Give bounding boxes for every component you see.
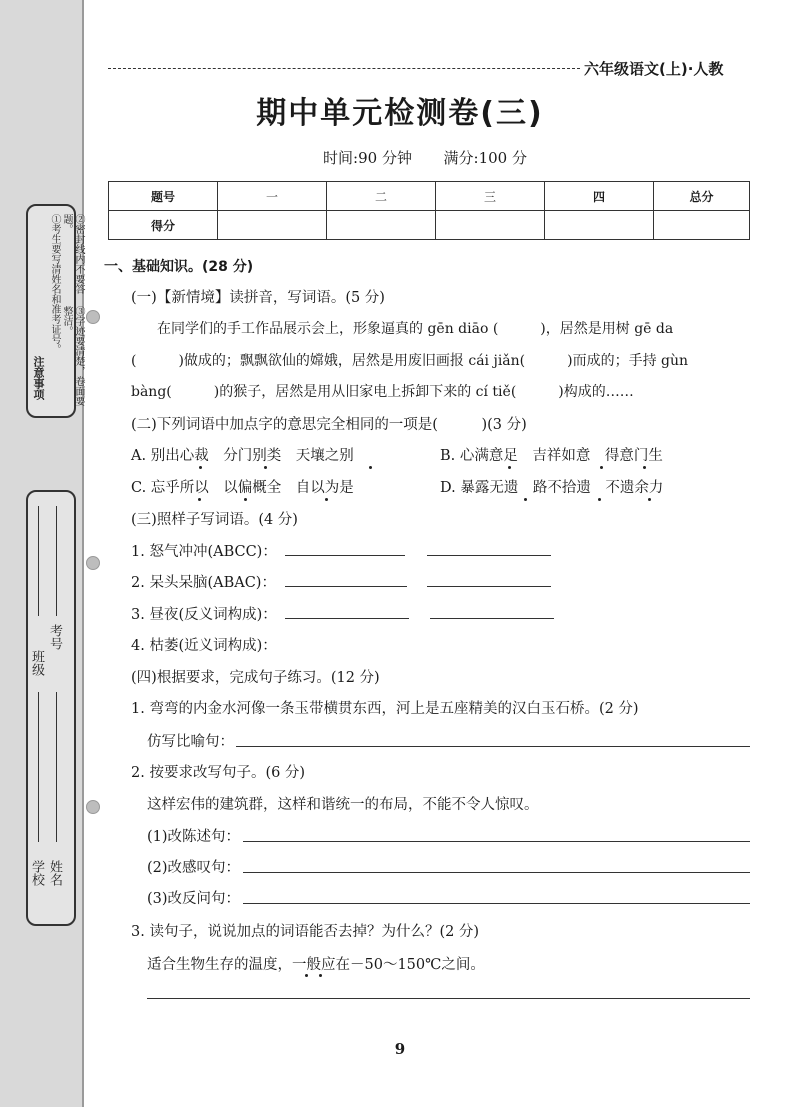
answer-blank[interactable] xyxy=(430,618,554,619)
answer-label: (1)改陈述句： xyxy=(147,829,241,845)
notice-item: ③字迹要清楚，卷面要整洁。 xyxy=(61,306,84,406)
choice-option[interactable]: B. 心满意足 吉祥如意 得意门生 xyxy=(440,448,663,464)
choice-option[interactable]: C. 忘乎所以 以偏概全 自以为是 xyxy=(131,480,354,496)
binding-hole xyxy=(86,310,100,324)
field-school-label: 学校 xyxy=(29,860,44,886)
time-limit: 时间:90 分钟 xyxy=(323,149,412,167)
binding-hole xyxy=(86,800,100,814)
word-item: 1. 怒气冲冲(ABCC)： xyxy=(131,544,277,560)
pinyin-line: ( )做成的；飘飘欲仙的嫦娥，居然是用废旧画报 cái jiǎn( )而成的；手持 gùn xyxy=(131,353,689,369)
page-number: 9 xyxy=(394,1040,406,1058)
sentence-prompt: 1. 弯弯的内金水河像一条玉带横贯东西，河上是五座精美的汉白玉石桥。(2 分) xyxy=(131,701,639,717)
score-cell[interactable] xyxy=(218,211,327,240)
field-name-label: 姓名 xyxy=(47,860,62,886)
score-header-cell: 四 xyxy=(545,182,654,211)
answer-blank[interactable] xyxy=(285,618,409,619)
answer-blank[interactable] xyxy=(285,555,405,556)
question-title: (二)下列词语中加点字的意思完全相同的一项是( )(3 分) xyxy=(131,417,527,433)
notice-title: 注意事项 xyxy=(32,356,45,400)
sentence-text: 适合生物生存的温度，一般应在－50～150℃之间。 xyxy=(147,957,485,973)
score-header-cell: 一 xyxy=(218,182,327,211)
answer-line[interactable] xyxy=(236,746,750,747)
word-item: 2. 呆头呆脑(ABAC)： xyxy=(131,575,276,591)
score-row xyxy=(109,211,750,240)
score-cell[interactable] xyxy=(327,211,436,240)
field-class-label: 班级 xyxy=(29,650,44,676)
score-cell[interactable] xyxy=(545,211,654,240)
score-header-cell: 总分 xyxy=(654,182,750,211)
score-cell[interactable] xyxy=(436,211,545,240)
question-title: (一)【新情境】读拼音，写词语。(5 分) xyxy=(131,290,385,306)
field-id-label: 考号 xyxy=(47,624,62,650)
score-header-cell: 二 xyxy=(327,182,436,211)
binding-hole xyxy=(86,556,100,570)
question-title: (三)照样子写词语。(4 分) xyxy=(131,512,298,528)
field-class-line[interactable] xyxy=(38,692,39,842)
sentence-prompt: 2. 按要求改写句子。(6 分) xyxy=(131,765,306,781)
question-title: (四)根据要求，完成句子练习。(12 分) xyxy=(131,670,380,686)
answer-line[interactable] xyxy=(243,872,750,873)
answer-line[interactable] xyxy=(243,841,750,842)
pinyin-line: bàng( )的猴子，居然是用从旧家电上拆卸下来的 cí tiě( )构成的…… xyxy=(131,384,634,400)
answer-line[interactable] xyxy=(147,998,750,999)
header-dashed-rule xyxy=(108,68,580,69)
score-table xyxy=(108,181,750,240)
score-header-cell: 三 xyxy=(436,182,545,211)
score-header-row xyxy=(109,182,750,211)
sentence-text: 这样宏伟的建筑群，这样和谐统一的布局，不能不令人惊叹。 xyxy=(147,797,539,813)
score-cell[interactable] xyxy=(654,211,750,240)
exam-meta xyxy=(0,147,800,168)
answer-blank[interactable] xyxy=(427,586,551,587)
answer-blank[interactable] xyxy=(285,586,407,587)
sentence-prompt: 3. 读句子，说说加点的词语能否去掉？为什么？(2 分) xyxy=(131,924,480,940)
page-title: 期中单元检测卷(三) xyxy=(256,96,544,131)
answer-line[interactable] xyxy=(243,903,750,904)
answer-label: 仿写比喻句： xyxy=(147,734,234,750)
notice-box xyxy=(26,204,84,418)
answer-label: (2)改感叹句： xyxy=(147,860,241,876)
field-id-line[interactable] xyxy=(56,692,57,842)
full-score: 满分:100 分 xyxy=(443,149,527,167)
choice-option[interactable]: D. 暴露无遗 路不拾遗 不遗余力 xyxy=(440,480,664,496)
grade-label: 六年级语文(上)·人教 xyxy=(584,60,724,78)
pinyin-line: 在同学们的手工作品展示会上，形象逼真的 gēn diāo ( )，居然是用树 gē da xyxy=(157,321,674,337)
word-item: 4. 枯萎(近义词构成)： xyxy=(131,638,277,654)
score-row-label: 得分 xyxy=(109,211,218,240)
notice-item: ①考生要写清姓名和准考证号。 xyxy=(49,214,60,354)
word-item: 3. 昼夜(反义词构成)： xyxy=(131,607,277,623)
score-header-cell: 题号 xyxy=(109,182,218,211)
choice-option[interactable]: A. 别出心裁 分门别类 天壤之别 xyxy=(131,448,354,464)
section-heading: 一、基础知识。(28 分) xyxy=(104,259,254,275)
student-info-box xyxy=(26,490,76,926)
notice-item: ②密封线内不要答题。 xyxy=(61,214,84,294)
answer-blank[interactable] xyxy=(427,555,551,556)
answer-label: (3)改反问句： xyxy=(147,891,241,907)
